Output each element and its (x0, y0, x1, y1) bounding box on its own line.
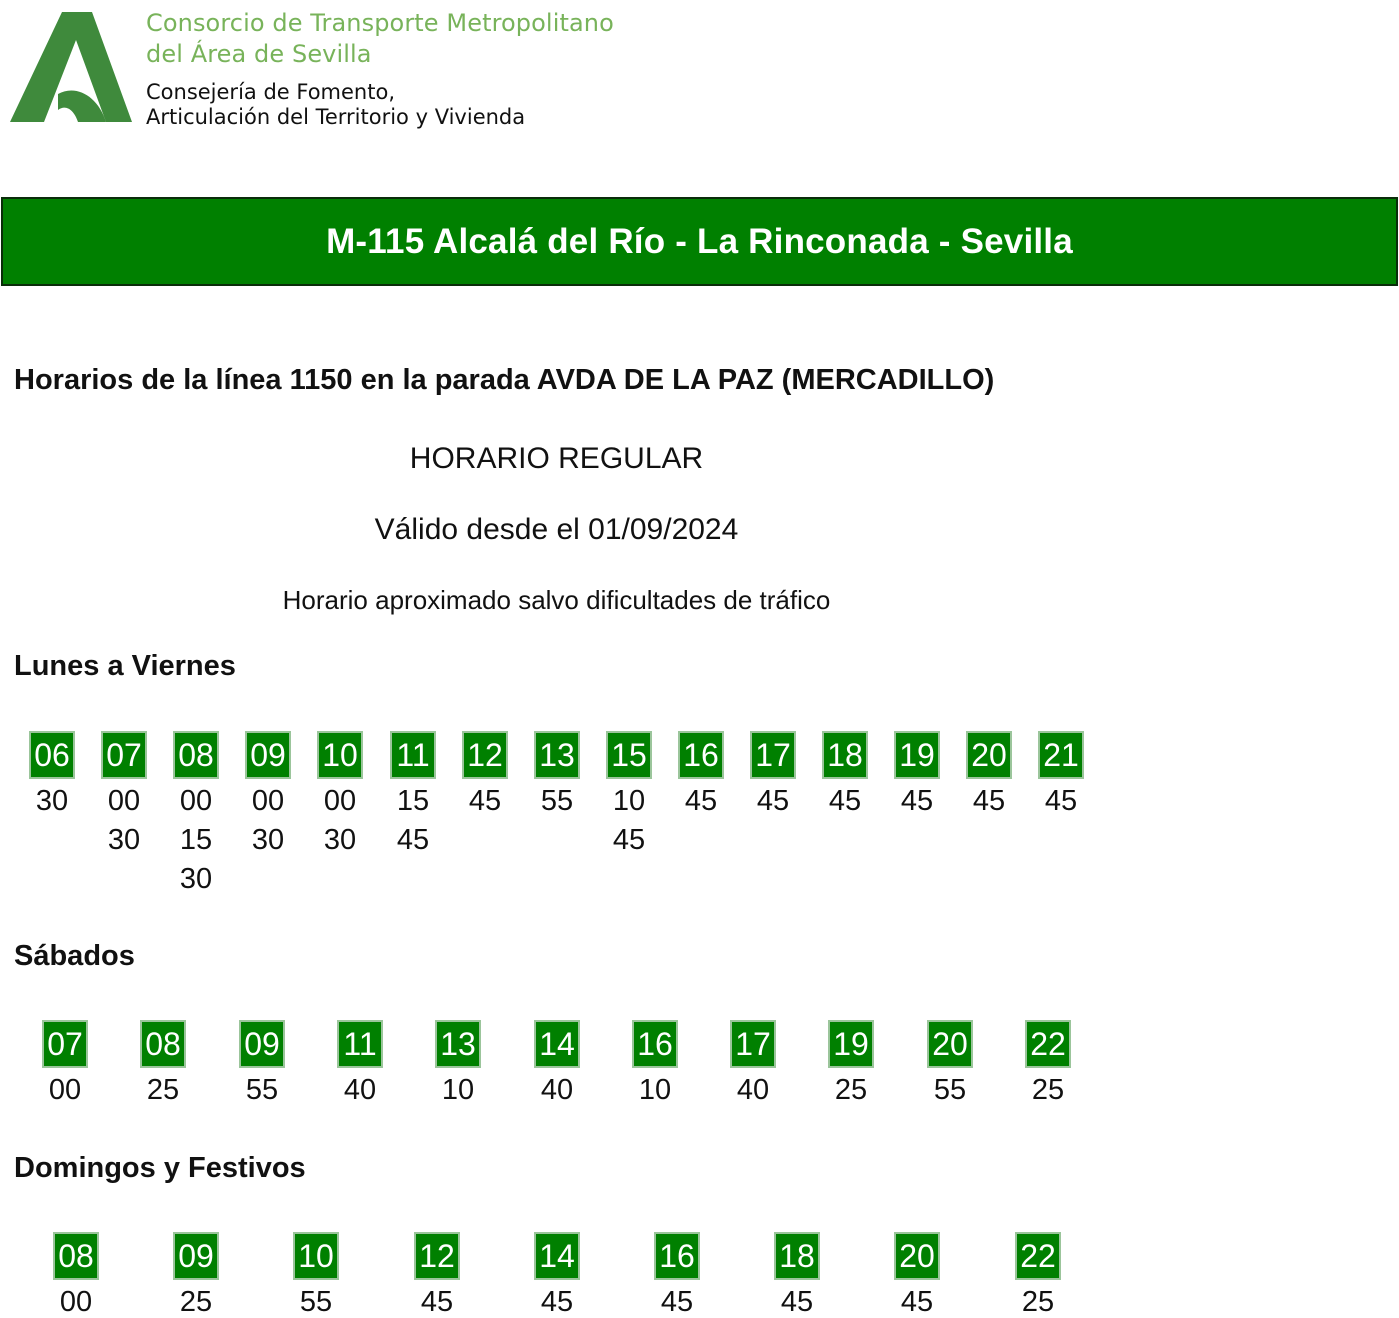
hour-badge: 10 (293, 1232, 339, 1280)
hour-column-saturdays (533, 1020, 581, 1110)
hour-badge: 21 (1038, 731, 1084, 779)
hour-column-saturdays (631, 1020, 679, 1110)
minute-value: 25 (179, 1286, 213, 1318)
section-title-saturdays: Sábados (14, 940, 135, 972)
minute-value: 55 (245, 1074, 279, 1106)
minute-value: 00 (59, 1286, 93, 1318)
minute-value: 45 (420, 1286, 454, 1318)
minute-value: 25 (834, 1074, 868, 1106)
hour-badge: 16 (678, 731, 724, 779)
hour-badge: 20 (927, 1020, 973, 1068)
minute-value: 25 (1021, 1286, 1055, 1318)
hour-column-weekdays (461, 731, 509, 821)
minute-value: 45 (684, 785, 718, 817)
minute-value: 10 (638, 1074, 672, 1106)
minute-value: 25 (1031, 1074, 1065, 1106)
dept-line-1: Consejería de Fomento, (146, 80, 395, 104)
minute-value: 30 (323, 824, 357, 856)
hour-badge: 17 (750, 731, 796, 779)
minute-value: 45 (756, 785, 790, 817)
hour-column-sundays (893, 1232, 941, 1318)
hour-column-weekdays (821, 731, 869, 821)
hour-column-weekdays (389, 731, 437, 860)
minute-value: 45 (396, 824, 430, 856)
schedule-type: HORARIO REGULAR (409, 442, 704, 475)
hour-column-weekdays (1037, 731, 1085, 821)
minute-value: 40 (540, 1074, 574, 1106)
hour-column-saturdays (1024, 1020, 1072, 1110)
minute-value: 15 (179, 824, 213, 856)
minute-value: 10 (612, 785, 646, 817)
dept-line-2: Articulación del Territorio y Vivienda (146, 105, 526, 129)
route-title: M-115 Alcalá del Río - La Rinconada - Sevilla (326, 221, 1073, 261)
hour-badge: 14 (534, 1232, 580, 1280)
hour-badge: 15 (606, 731, 652, 779)
hour-badge: 16 (632, 1020, 678, 1068)
hour-column-weekdays (749, 731, 797, 821)
traffic-note: Horario aproximado salvo dificultades de tráfico (282, 585, 831, 615)
hour-badge: 20 (966, 731, 1012, 779)
hour-column-sundays (52, 1232, 100, 1318)
hour-column-sundays (413, 1232, 461, 1318)
minute-value: 25 (146, 1074, 180, 1106)
hour-badge: 13 (534, 731, 580, 779)
hour-badge: 16 (654, 1232, 700, 1280)
hour-column-weekdays (677, 731, 725, 821)
minute-value: 45 (1044, 785, 1078, 817)
section-title-sundays: Domingos y Festivos (14, 1152, 306, 1184)
hour-badge: 07 (42, 1020, 88, 1068)
minute-value: 45 (612, 824, 646, 856)
minute-value: 30 (179, 863, 213, 895)
hour-badge: 08 (173, 731, 219, 779)
hour-badge: 08 (140, 1020, 186, 1068)
minute-value: 00 (179, 785, 213, 817)
hour-column-sundays (653, 1232, 701, 1318)
minute-value: 30 (251, 824, 285, 856)
minute-value: 30 (107, 824, 141, 856)
minute-value: 15 (396, 785, 430, 817)
hour-column-saturdays (139, 1020, 187, 1110)
minute-value: 45 (900, 785, 934, 817)
valid-from: Válido desde el 01/09/2024 (374, 513, 739, 546)
hour-column-saturdays (41, 1020, 89, 1110)
hour-badge: 08 (53, 1232, 99, 1280)
hour-column-saturdays (238, 1020, 286, 1110)
hour-badge: 12 (414, 1232, 460, 1280)
hour-badge: 11 (390, 731, 436, 779)
minute-value: 45 (468, 785, 502, 817)
hour-badge: 22 (1015, 1232, 1061, 1280)
org-line-1: Consorcio de Transporte Metropolitano (146, 9, 614, 37)
department-name (146, 80, 525, 130)
hour-badge: 07 (101, 731, 147, 779)
hour-badge: 10 (317, 731, 363, 779)
hour-column-weekdays (28, 731, 76, 821)
minute-value: 10 (441, 1074, 475, 1106)
minute-value: 40 (343, 1074, 377, 1106)
hour-column-saturdays (336, 1020, 384, 1110)
hour-column-weekdays (605, 731, 653, 860)
header (0, 0, 1399, 160)
minute-value: 30 (35, 785, 69, 817)
hour-column-saturdays (827, 1020, 875, 1110)
minute-value: 00 (251, 785, 285, 817)
hour-column-sundays (533, 1232, 581, 1318)
minute-value: 00 (323, 785, 357, 817)
minute-value: 45 (780, 1286, 814, 1318)
hour-column-weekdays (244, 731, 292, 860)
hour-column-weekdays (100, 731, 148, 860)
hour-column-sundays (773, 1232, 821, 1318)
section-title-weekdays: Lunes a Viernes (14, 650, 236, 682)
hour-column-weekdays (533, 731, 581, 821)
minute-value: 55 (299, 1286, 333, 1318)
hour-column-saturdays (434, 1020, 482, 1110)
hour-badge: 19 (894, 731, 940, 779)
minute-value: 55 (540, 785, 574, 817)
minute-value: 00 (48, 1074, 82, 1106)
hour-column-sundays (1014, 1232, 1062, 1318)
hour-badge: 18 (822, 731, 868, 779)
minute-value: 45 (972, 785, 1006, 817)
hour-column-weekdays (893, 731, 941, 821)
hour-badge: 13 (435, 1020, 481, 1068)
hour-badge: 09 (173, 1232, 219, 1280)
hour-badge: 22 (1025, 1020, 1071, 1068)
organization-name (146, 8, 614, 70)
hour-column-weekdays (172, 731, 220, 899)
hour-column-weekdays (965, 731, 1013, 821)
hour-column-saturdays (926, 1020, 974, 1110)
hour-badge: 09 (245, 731, 291, 779)
hour-badge: 20 (894, 1232, 940, 1280)
minute-value: 55 (933, 1074, 967, 1106)
minute-value: 45 (828, 785, 862, 817)
route-banner (1, 197, 1398, 286)
minute-value: 45 (660, 1286, 694, 1318)
hour-badge: 17 (730, 1020, 776, 1068)
org-line-2: del Área de Sevilla (146, 40, 372, 68)
hour-badge: 18 (774, 1232, 820, 1280)
hour-badge: 06 (29, 731, 75, 779)
minute-value: 45 (540, 1286, 574, 1318)
hour-column-sundays (292, 1232, 340, 1318)
minute-value: 40 (736, 1074, 770, 1106)
hour-column-weekdays (316, 731, 364, 860)
hour-column-sundays (172, 1232, 220, 1318)
stop-title: Horarios de la línea 1150 en la parada AVDA DE LA PAZ (MERCADILLO) (14, 364, 995, 396)
hour-column-saturdays (729, 1020, 777, 1110)
minute-value: 45 (900, 1286, 934, 1318)
hour-badge: 09 (239, 1020, 285, 1068)
hour-badge: 11 (337, 1020, 383, 1068)
minute-value: 00 (107, 785, 141, 817)
junta-andalucia-logo-icon (10, 10, 132, 128)
hour-badge: 14 (534, 1020, 580, 1068)
hour-badge: 19 (828, 1020, 874, 1068)
hour-badge: 12 (462, 731, 508, 779)
